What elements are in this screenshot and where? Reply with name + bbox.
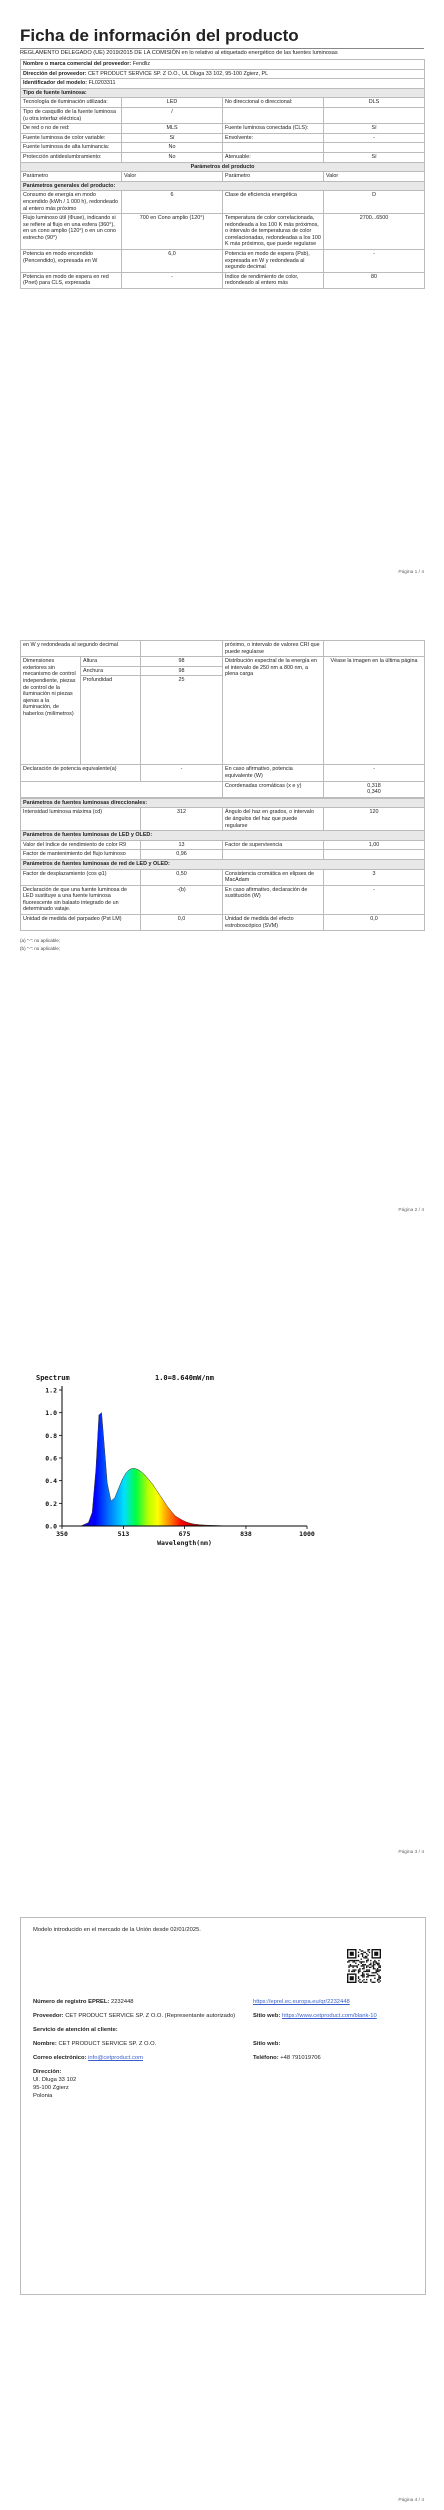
param-label: Consumo de energía en modo encendido (kWh / 1 000 h), redondeado al entero más próximo (21, 191, 122, 214)
supplier-address-row (21, 69, 425, 79)
param-label: Intensidad luminosa máxima (cd) (21, 808, 141, 831)
general-rows (21, 191, 425, 289)
page-2-footer: Página 2 / 4 (398, 1208, 424, 1213)
spectrum-chart (32, 1360, 322, 1555)
params-header: Parámetros del producto (21, 162, 425, 172)
col-param-1: Parámetro (21, 172, 122, 182)
equivalent-power-right-value: - (324, 765, 425, 781)
param-label: Potencia en modo de espera en red (Pnet) para CLS, expresada (21, 272, 122, 288)
eprel-link[interactable]: https://eprel.ec.europa.eu/qr/2232448 (253, 1999, 350, 2005)
chart-title: Spectrum (36, 1374, 70, 1382)
chart-annotation: 1.0=8.640mW/nm (154, 1374, 215, 1382)
param-value: 80 (324, 272, 425, 288)
table-row (21, 98, 425, 108)
x-tick-label: 675 (178, 1530, 191, 1538)
col-param-2: Parámetro (223, 172, 324, 182)
chromaticity-label: Coordenadas cromáticas (x e y) (223, 781, 324, 797)
param-label: Fuente luminosa de color variable: (21, 133, 122, 143)
param-value (324, 143, 425, 153)
table-row (21, 143, 425, 153)
param-value: No (122, 152, 223, 162)
page-2 (20, 640, 424, 953)
param-value: 6,0 (122, 250, 223, 273)
supplier-name: Fendliz (132, 61, 151, 67)
param-value: - (122, 272, 223, 288)
type-rows (21, 98, 425, 162)
param-label: Índice de rendimiento de color, redondeado al entero más (223, 272, 324, 288)
y-tick-label: 0.0 (45, 1522, 57, 1531)
address-line-1: Ul. Dluga 33 102 (33, 2077, 77, 2083)
service-name: CET PRODUCT SERVICE SP. Z O.O. (58, 2041, 157, 2047)
dim-height-value: 98 (141, 657, 223, 667)
dimensions-label: Dimensiones exteriores sin mecanismo de control independiente, piezas de control de la iluminación ni piezas ajenas a la iluminación, de haberlos (milímetros) (21, 657, 81, 765)
param-label: Factor de supervivencia (223, 840, 324, 850)
supplier-address-label: Dirección del proveedor: (23, 70, 87, 77)
param-value: MLS (122, 124, 223, 134)
param-label: Unidad de medida del parpadeo (Pst LM) (21, 915, 141, 931)
eprel-number: 2232448 (110, 1999, 134, 2005)
y-tick-label: 1.0 (45, 1409, 57, 1418)
title-divider (20, 48, 424, 49)
col-value-1: Valor (122, 172, 223, 182)
email-label: Correo electrónico: (33, 2055, 87, 2061)
y-tick-label: 0.6 (45, 1454, 57, 1463)
mains-rows (21, 869, 425, 931)
param-label: Envolvente: (223, 133, 324, 143)
spectral-label: Distribución espectral de la energía en el intervalo de 250 nm a 800 nm, a plena carga (223, 657, 324, 765)
dim-width-label: Anchura (81, 666, 141, 676)
footnote-b: (b) "-": no aplicable; (20, 946, 61, 952)
model-id: FL0203311 (88, 80, 116, 87)
address-line-2: 95-100 Zgierz (33, 2085, 69, 2091)
model-label: Identificador del modelo: (23, 80, 88, 87)
param-label: Tecnología de iluminación utilizada: (21, 98, 122, 108)
spectrum-area (62, 1413, 307, 1526)
page-1 (20, 26, 424, 289)
email-link[interactable]: info@cetproduct.com (88, 2055, 143, 2061)
param-label: Valor del índice de rendimiento de color R9 (21, 840, 141, 850)
dim-depth-value: 25 (141, 676, 223, 765)
led-rows (21, 840, 425, 859)
table-row (21, 840, 425, 850)
param-label: No direccional o direccional: (223, 98, 324, 108)
param-value: Sí (324, 124, 425, 134)
param-value: 312 (141, 808, 223, 831)
table-row (21, 272, 425, 288)
param-label: Tipo de casquillo de la fuente luminosa (u otra interfaz eléctrica) (21, 107, 122, 123)
page-1-footer: Página 1 / 4 (398, 570, 424, 575)
param-value: 0,96 (141, 850, 223, 860)
param-value: 13 (141, 840, 223, 850)
equivalent-power-label: Declaración de potencia equivalente(a) (21, 765, 141, 781)
y-tick-label: 1.2 (45, 1386, 57, 1395)
param-value: - (324, 250, 425, 273)
provider-name: CET PRODUCT SERVICE SP. Z O.O. (Representante autorizado) (65, 2013, 236, 2019)
param-label: Factor de desplazamiento (cos φ1) (21, 869, 141, 885)
supplier-address: CET PRODUCT SERVICE SP. Z O.O., UL Dluga 33 102, 95-100 Zgierz, PL (88, 70, 269, 77)
service-name-label: Nombre: (33, 2041, 57, 2047)
param-value: 0,50 (141, 869, 223, 885)
y-tick-label: 0.4 (45, 1477, 57, 1486)
table-row (21, 191, 425, 214)
table-row (21, 915, 425, 931)
provider-web-link[interactable]: https://www.cetproduct.com/blank-10 (282, 2013, 377, 2019)
table-row (21, 869, 425, 885)
x-tick-label: 838 (240, 1530, 252, 1538)
params-table-continued (20, 640, 425, 798)
param-label: Declaración de que una fuente luminosa de LED sustituye a una fuente luminosa fluorescente sin balasto integrado de un determinado vataje. (21, 885, 141, 914)
param-value: 2700...6500 (324, 214, 425, 250)
service-site-label: Sitio web: (253, 2041, 281, 2047)
table-row (21, 124, 425, 134)
equivalent-power-right-label: En caso afirmativo, potencia equivalente (W) (223, 765, 324, 781)
address-line-3: Polonia (33, 2093, 53, 2099)
phone-label: Teléfono: (253, 2055, 279, 2061)
y-tick-label: 0.8 (45, 1431, 57, 1440)
param-value: 0,0 (324, 915, 425, 931)
param-value: Sí (122, 133, 223, 143)
provider-label: Proveedor: (33, 2013, 64, 2019)
param-label: Fuente luminosa conectada (CLS): (223, 124, 324, 134)
param-label: Protección antideslumbramiento: (21, 152, 122, 162)
y-tick-label: 0.2 (45, 1499, 57, 1508)
param-label: Flujo luminoso útil (Φuse), indicando si se refiere al flujo en una esfera (360°), en un cono amplio (120°) o en un cono estrecho (90°) (21, 214, 122, 250)
param-value: / (122, 107, 223, 123)
param-value: 120 (324, 808, 425, 831)
table-row (21, 107, 425, 123)
param-value: DLS (324, 98, 425, 108)
param-label: Fuente luminosa de alta luminancia: (21, 143, 122, 153)
supplier-table (20, 59, 425, 289)
param-label: En caso afirmativo, declaración de sustitución (W) (223, 885, 324, 914)
param-label: Clase de eficiencia energética (223, 191, 324, 214)
dim-depth-label: Profundidad (81, 676, 141, 765)
param-label: Temperatura de color correlacionada, redondeada a los 100 K más próximos, o intervalo de temperaturas de color correlacionadas, redondeadas a los 100 K más próximos, que puede regularse (223, 214, 324, 250)
dim-height-label: Altura (81, 657, 141, 667)
x-tick-label: 513 (117, 1530, 130, 1538)
param-label (223, 850, 324, 860)
phone-number: +48 791019706 (280, 2055, 321, 2061)
param-label: Ángulo del haz en grados, o intervalo de ángulos del haz que puede regularse (223, 808, 324, 831)
page-3-footer: Página 3 / 4 (398, 1850, 424, 1855)
table-row (21, 133, 425, 143)
col-value-2: Valor (324, 172, 425, 182)
param-label: Atenuable: (223, 152, 324, 162)
param-label: Potencia en modo de espera (Psb), expresada en W y redondeada al segundo decimal (223, 250, 324, 273)
address-label: Dirección: (33, 2069, 62, 2075)
x-tick-label: 350 (56, 1530, 68, 1538)
param-value: 3 (324, 869, 425, 885)
equivalent-power-value: - (141, 765, 223, 781)
regulation-text: REGLAMENTO DELEGADO (UE) 2019/2015 DE LA COMISIÓN en lo relativo al etiquetado energético de las fuentes luminosas (20, 50, 338, 56)
standby-continued: en W y redondeada al segundo decimal (21, 641, 141, 657)
directional-table (20, 798, 425, 932)
param-value (324, 850, 425, 860)
general-header: Parámetros generales del producto: (21, 181, 425, 191)
mains-header: Parámetros de fuentes luminosas de red de LED y OLED: (21, 859, 425, 869)
param-value: 6 (122, 191, 223, 214)
param-value: Sí (324, 152, 425, 162)
table-row (21, 885, 425, 914)
spectral-value: Véase la imagen en la última página (324, 657, 425, 765)
param-value: -(b) (141, 885, 223, 914)
model-row (21, 79, 425, 89)
qr-code-icon[interactable] (347, 1949, 381, 1983)
page-4-footer: Página 4 / 4 (398, 2498, 424, 2503)
param-value: - (324, 133, 425, 143)
param-label (223, 107, 324, 123)
service-header: Servicio de atención al cliente: (33, 2027, 118, 2033)
param-value: 1,00 (324, 840, 425, 850)
market-intro: Modelo introducido en el mercado de la Unión desde 02/01/2025. (33, 1927, 201, 1933)
param-value (324, 107, 425, 123)
table-row (21, 808, 425, 831)
directional-header: Parámetros de fuentes luminosas direccionales: (21, 798, 425, 808)
spectrum-svg (32, 1360, 322, 1550)
provider-web-label: Sitio web: (253, 2013, 281, 2019)
table-row (21, 250, 425, 273)
param-label: Factor de mantenimiento del flujo luminoso (21, 850, 141, 860)
param-value: 0,0 (141, 915, 223, 931)
dim-width-value: 98 (141, 666, 223, 676)
supplier-name-label: Nombre o marca comercial del proveedor: (23, 61, 132, 67)
directional-rows (21, 808, 425, 831)
document-title: Ficha de información del producto (20, 26, 299, 45)
param-label: Potencia en modo encendido (Pencendido), expresada en W (21, 250, 122, 273)
param-value: - (324, 885, 425, 914)
param-label: Consistencia cromática en elipses de MacAdam (223, 869, 324, 885)
page-4-details (33, 1998, 413, 2100)
table-row (21, 214, 425, 250)
param-value: No (122, 143, 223, 153)
cri-continued: próximo, o intervalo de valores CRI que puede regularse (223, 641, 324, 657)
table-row (21, 152, 425, 162)
type-header: Tipo de fuente luminosa: (21, 88, 425, 98)
param-value: D (324, 191, 425, 214)
param-label: Unidad de medida del efecto estroboscópico (SVM) (223, 915, 324, 931)
x-axis-label: Wavelength(nm) (157, 1539, 212, 1547)
eprel-label: Número de registro EPREL: (33, 1999, 110, 2005)
supplier-name-row (21, 60, 425, 70)
table-row (21, 850, 425, 860)
param-value: 700 en Cono amplio (120°) (122, 214, 223, 250)
param-label: De red o no de red: (21, 124, 122, 134)
chromaticity-value: 0,318 0,340 (324, 781, 425, 797)
footnote-a: (a) "-": no aplicable; (20, 938, 61, 944)
param-value: LED (122, 98, 223, 108)
x-tick-label: 1000 (299, 1530, 315, 1538)
led-header: Parámetros de fuentes luminosas de LED y OLED: (21, 831, 425, 841)
param-label (223, 143, 324, 153)
